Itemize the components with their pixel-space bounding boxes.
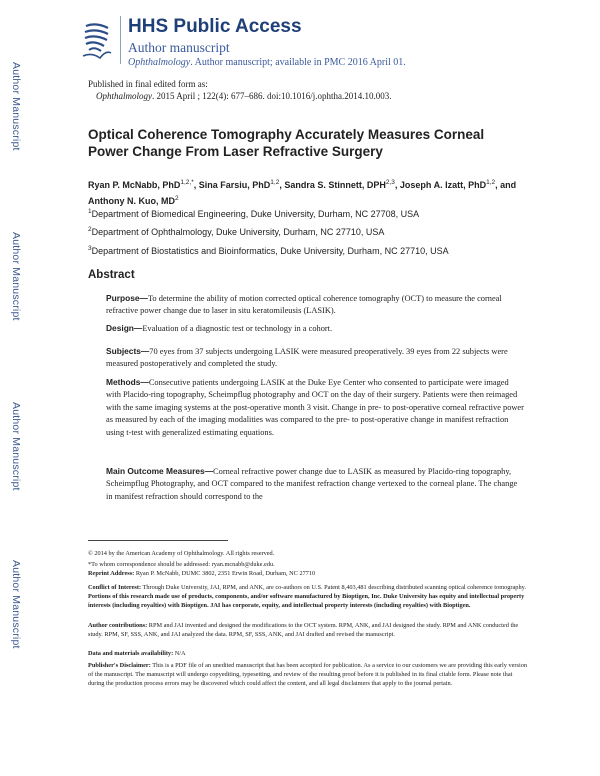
section-text: 70 eyes from 37 subjects undergoing LASIK were measured preoperatively. 39 eyes from 22 subjects were measured postoperatively and completed the study. bbox=[106, 347, 508, 369]
author-affiliation-sup: 1,2 bbox=[486, 179, 496, 186]
header-divider bbox=[120, 16, 121, 64]
author-affiliation-sup: 2,3 bbox=[385, 179, 395, 186]
author-name: Sandra S. Stinnett, DPH bbox=[284, 180, 386, 190]
section-text: Consecutive patients undergoing LASIK at the Duke Eye Center who consented to participate were imaged with Placido-ring topography, Scheimpflug photography and OCT on the day of their surgery. Patients were then reimaged with the same imaging systems at the post-operative month 3 visit. Change in pre- to post-operative corneal refractive power as measured by each of the imaging modalities was compared to the pre- to post-operative change in manifest refraction using t-test with generalized estimating equations. bbox=[106, 378, 524, 437]
author-name: Ryan P. McNabb, PhD bbox=[88, 180, 181, 190]
footnote-copyright: © 2014 by the American Academy of Ophthalmology. All rights reserved. bbox=[88, 550, 275, 557]
citation-text: . 2015 April ; 122(4): 677–686. doi:10.1016/j.ophtha.2014.10.003. bbox=[152, 91, 392, 101]
author-list: Ryan P. McNabb, PhD$^{1,2,*}$, Sina Farsiu, PhD$^{1,2}$, Sandra S. Stinnett, DPH$^{2,3}$, Joseph A. Izatt, PhD$^{1,2}$, and Anthony N. Kuo, $MD^2$ bbox=[88, 179, 517, 206]
paper-title: Optical Coherence Tomography Accurately Measures Corneal Power Change From Laser Refractive Surgery bbox=[88, 127, 485, 159]
publication-info bbox=[88, 78, 392, 102]
section-label: Design— bbox=[106, 323, 143, 333]
affiliation-sup: 1 bbox=[88, 208, 92, 215]
footnote-text: N/A bbox=[173, 650, 186, 657]
affiliation bbox=[88, 208, 558, 219]
affiliation-sup: 2 bbox=[88, 226, 92, 233]
side-label-author-manuscript: Author Manuscript bbox=[10, 232, 22, 321]
abstract-purpose bbox=[106, 292, 524, 318]
hhs-eagle-logo-icon bbox=[80, 20, 114, 60]
footnote-disclaimer bbox=[88, 662, 528, 688]
footnote-text: RPM and JAI invented and designed the modifications to the OCT system. RPM, ANK, and JAI designed the study. RPM and ANK conducted the study. RPM, SF, SSS, ANK, and JAI analyzed the data. RPM, SF, SSS, ANK, and JAI drafted and revised the manuscript. bbox=[88, 622, 519, 638]
author-affiliation-sup: 1,2,* bbox=[180, 179, 194, 186]
manuscript-type: Author manuscript bbox=[128, 40, 230, 55]
author-name: Sina Farsiu, PhD bbox=[198, 180, 271, 190]
citation-line bbox=[88, 90, 392, 102]
affiliation bbox=[88, 245, 558, 256]
footnote-label: Publisher's Disclaimer: bbox=[88, 662, 151, 669]
abstract-heading: Abstract bbox=[88, 269, 135, 281]
abstract-main-outcome bbox=[106, 465, 524, 503]
abstract-methods bbox=[106, 376, 524, 439]
section-text: Corneal refractive power change due to LASIK as measured by Placido-ring topography, Scheimpflug Photography, and OCT compared to the manifest refraction change vertexed to the corneal plane. The change in manifest refraction should correspond to the bbox=[106, 467, 518, 501]
footnote-rule bbox=[88, 540, 228, 541]
section-label: Main Outcome Measures— bbox=[106, 466, 214, 476]
footnote-text: Ryan P. McNabb, DUMC 3802, 2351 Erwin Road, Durham, NC 27710 bbox=[134, 570, 316, 577]
footnote-text: Through Duke University, JAI, RPM, and ANK, are co-authors on U.S. Patent 8,403,481 describing distributed scanning optical coherence tomography. bbox=[141, 584, 526, 591]
side-label-author-manuscript: Author Manuscript bbox=[10, 62, 22, 151]
section-text: To determine the ability of motion corrected optical coherence tomography (OCT) to measure the corneal refractive power change due to laser in situ keratomileusis (LASIK). bbox=[106, 294, 502, 316]
side-label-author-manuscript: Author Manuscript bbox=[10, 560, 22, 649]
affiliation-sup: 3 bbox=[88, 245, 92, 252]
section-text: Evaluation of a diagnostic test or technology in a cohort. bbox=[142, 324, 333, 333]
footnote-label: Data and materials availability: bbox=[88, 650, 174, 657]
author-name: Joseph A. Izatt, PhD bbox=[399, 180, 487, 190]
abstract-design bbox=[106, 322, 524, 335]
footnote-correspondence: *To whom correspondence should be addressed: ryan.mcnabb@duke.edu. bbox=[88, 561, 275, 568]
citation-journal: Ophthalmology bbox=[96, 91, 152, 101]
footnote-data-availability bbox=[88, 650, 528, 659]
footnote-bold-text: Portions of this research made use of products, components, and/or software manufactured by Bioptigen, Inc. Duke University has equity and intellectual property interests (including royalties) with Bioptigen. JAI has corporate, equity, and intellectual property interests (including royalties) with Bioptigen. bbox=[88, 592, 525, 609]
section-label: Purpose— bbox=[106, 293, 148, 303]
availability-text: . Author manuscript; available in PMC 2016 April 01. bbox=[190, 57, 406, 68]
affiliation bbox=[88, 226, 558, 237]
affiliation-text: Department of Ophthalmology, Duke University, Durham, NC 27710, USA bbox=[91, 227, 385, 237]
footnote-contributions bbox=[88, 622, 528, 640]
footnote-label: Author contributions: bbox=[88, 622, 148, 629]
author-affiliation-sup: 1,2 bbox=[270, 179, 280, 186]
section-label: Subjects— bbox=[106, 346, 150, 356]
footnote-label: Conflict of Interest: bbox=[88, 584, 142, 591]
author-name: Anthony N. Kuo, MD bbox=[88, 196, 175, 206]
section-label: Methods— bbox=[106, 377, 149, 387]
footnote-reprint bbox=[88, 570, 528, 579]
footnote-label: Reprint Address: bbox=[88, 570, 135, 577]
side-label-author-manuscript: Author Manuscript bbox=[10, 402, 22, 491]
affiliation-text: Department of Biomedical Engineering, Duke University, Durham, NC 27708, USA bbox=[91, 209, 420, 219]
abstract-subjects bbox=[106, 345, 524, 371]
footnote-conflict bbox=[88, 584, 528, 610]
footnote-text: This is a PDF file of an unedited manuscript that has been accepted for publication. As a service to our customers we are providing this early version of the manuscript. The manuscript will undergo copyediting, typesetting, and review of the resulting proof before it is published in its final citable form. Please note that during the production process errors may be discovered which could affect the content, and all legal disclaimers that apply to the journal pertain. bbox=[88, 662, 527, 687]
availability-note bbox=[128, 57, 406, 68]
affiliation-text: Department of Biostatistics and Bioinformatics, Duke University, Durham, NC 27710, USA bbox=[91, 246, 449, 256]
hhs-title: HHS Public Access bbox=[128, 16, 302, 37]
published-line: Published in final edited form as: bbox=[88, 79, 208, 89]
author-affiliation-sup: 2 bbox=[175, 195, 179, 202]
journal-name: Ophthalmology bbox=[128, 57, 191, 68]
